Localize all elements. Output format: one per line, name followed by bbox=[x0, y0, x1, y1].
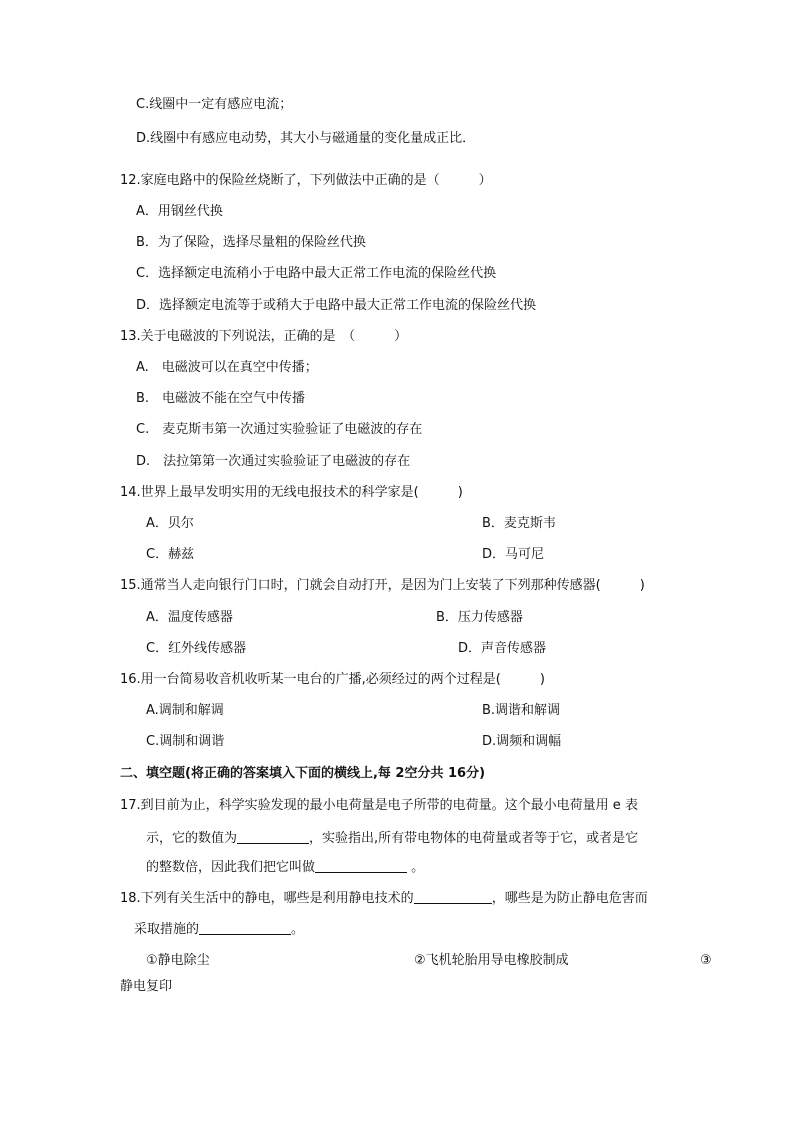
q15-option-c: C．红外线传感器 bbox=[146, 641, 247, 656]
q18-option-3-marker: ③ bbox=[700, 953, 712, 968]
q15-option-a: A．温度传感器 bbox=[146, 610, 233, 625]
q17-text-3a: 的整数倍，因此我们把它叫做 bbox=[146, 860, 316, 875]
q14-option-a: A．贝尔 bbox=[146, 516, 194, 531]
q12-option-c: C．选择额定电流稍小于电路中最大正常工作电流的保险丝代换 bbox=[136, 266, 497, 281]
q16-option-b: B.调谐和解调 bbox=[482, 703, 561, 718]
q18-blank-prevent[interactable] bbox=[199, 920, 291, 935]
q18-text-2b: 。 bbox=[291, 922, 305, 937]
q15-option-d: D．声音传感器 bbox=[458, 641, 547, 656]
q12-option-b: B．为了保险，选择尽量粗的保险丝代换 bbox=[136, 235, 366, 250]
q14-option-c: C．赫兹 bbox=[146, 547, 195, 562]
q14-option-d: D．马可尼 bbox=[482, 547, 545, 562]
section-heading-fill-in: 二、填空题(将正确的答案填入下面的横线上,每 2空分共 16分) bbox=[120, 766, 486, 781]
q17-text-2b: ，实验指出,所有带电物体的电荷量或者等于它，或者是它 bbox=[309, 831, 639, 846]
q13-option-a: A. 电磁波可以在真空中传播； bbox=[136, 360, 318, 375]
q13-option-b: B. 电磁波不能在空气中传播 bbox=[136, 391, 306, 406]
q12-stem: 12.家庭电路中的保险丝烧断了，下列做法中正确的是（ ） bbox=[120, 173, 492, 188]
q11-option-c: C.线圈中一定有感应电流； bbox=[136, 97, 293, 112]
q13-option-d: D. 法拉第第一次通过实验验证了电磁波的存在 bbox=[136, 454, 411, 469]
q11-option-d: D.线圈中有感应电动势，其大小与磁通量的变化量成正比． bbox=[136, 131, 476, 146]
q17-blank-value[interactable] bbox=[237, 829, 309, 844]
q18-text-1b: ，哪些是为防止静电危害而 bbox=[491, 891, 648, 906]
q16-option-d: D.调频和调幅 bbox=[482, 734, 562, 749]
q17-text-3b: 。 bbox=[411, 860, 425, 875]
q12-option-d: D．选择额定电流等于或稍大于电路中最大正常工作电流的保险丝代换 bbox=[136, 298, 537, 313]
q18-option-3-text: 静电复印 bbox=[120, 979, 173, 994]
q15-stem: 15.通常当人走向银行门口时，门就会自动打开，是因为门上安装了下列那种传感器( ) bbox=[120, 578, 645, 593]
q16-option-c: C.调制和调谐 bbox=[146, 734, 225, 749]
q14-option-b: B．麦克斯韦 bbox=[482, 516, 556, 531]
q16-stem: 16.用一台简易收音机收听某一电台的广播,必须经过的两个过程是( ) bbox=[120, 672, 545, 687]
q18-option-2: ②飞机轮胎用导电橡胶制成 bbox=[414, 953, 569, 968]
q18-line-2 bbox=[134, 920, 304, 939]
q18-text-2a: 采取措施的 bbox=[134, 922, 200, 937]
q18-blank-utilize[interactable] bbox=[414, 889, 492, 904]
q13-option-c: C. 麦克斯韦第一次通过实验验证了电磁波的存在 bbox=[136, 422, 423, 437]
q17-blank-name[interactable] bbox=[315, 858, 407, 873]
q16-option-a: A.调制和解调 bbox=[146, 703, 224, 718]
q18-line-1 bbox=[120, 889, 648, 908]
q18-option-1: ①静电除尘 bbox=[146, 953, 210, 968]
q17-text-2a: 示，它的数值为 bbox=[146, 831, 238, 846]
q14-stem: 14.世界上最早发明实用的无线电报技术的科学家是( ) bbox=[120, 485, 463, 500]
q17-line-3 bbox=[146, 858, 424, 877]
q17-line-1: 17.到目前为止，科学实验发现的最小电荷量是电子所带的电荷量。这个最小电荷量用 e 表 bbox=[120, 798, 638, 813]
q15-option-b: B．压力传感器 bbox=[436, 610, 523, 625]
q17-line-2 bbox=[146, 829, 638, 848]
q18-text-1a: 18.下列有关生活中的静电，哪些是利用静电技术的 bbox=[120, 891, 414, 906]
q12-option-a: A．用钢丝代换 bbox=[136, 204, 223, 219]
q13-stem: 13.关于电磁波的下列说法，正确的是 （ ） bbox=[120, 329, 408, 344]
